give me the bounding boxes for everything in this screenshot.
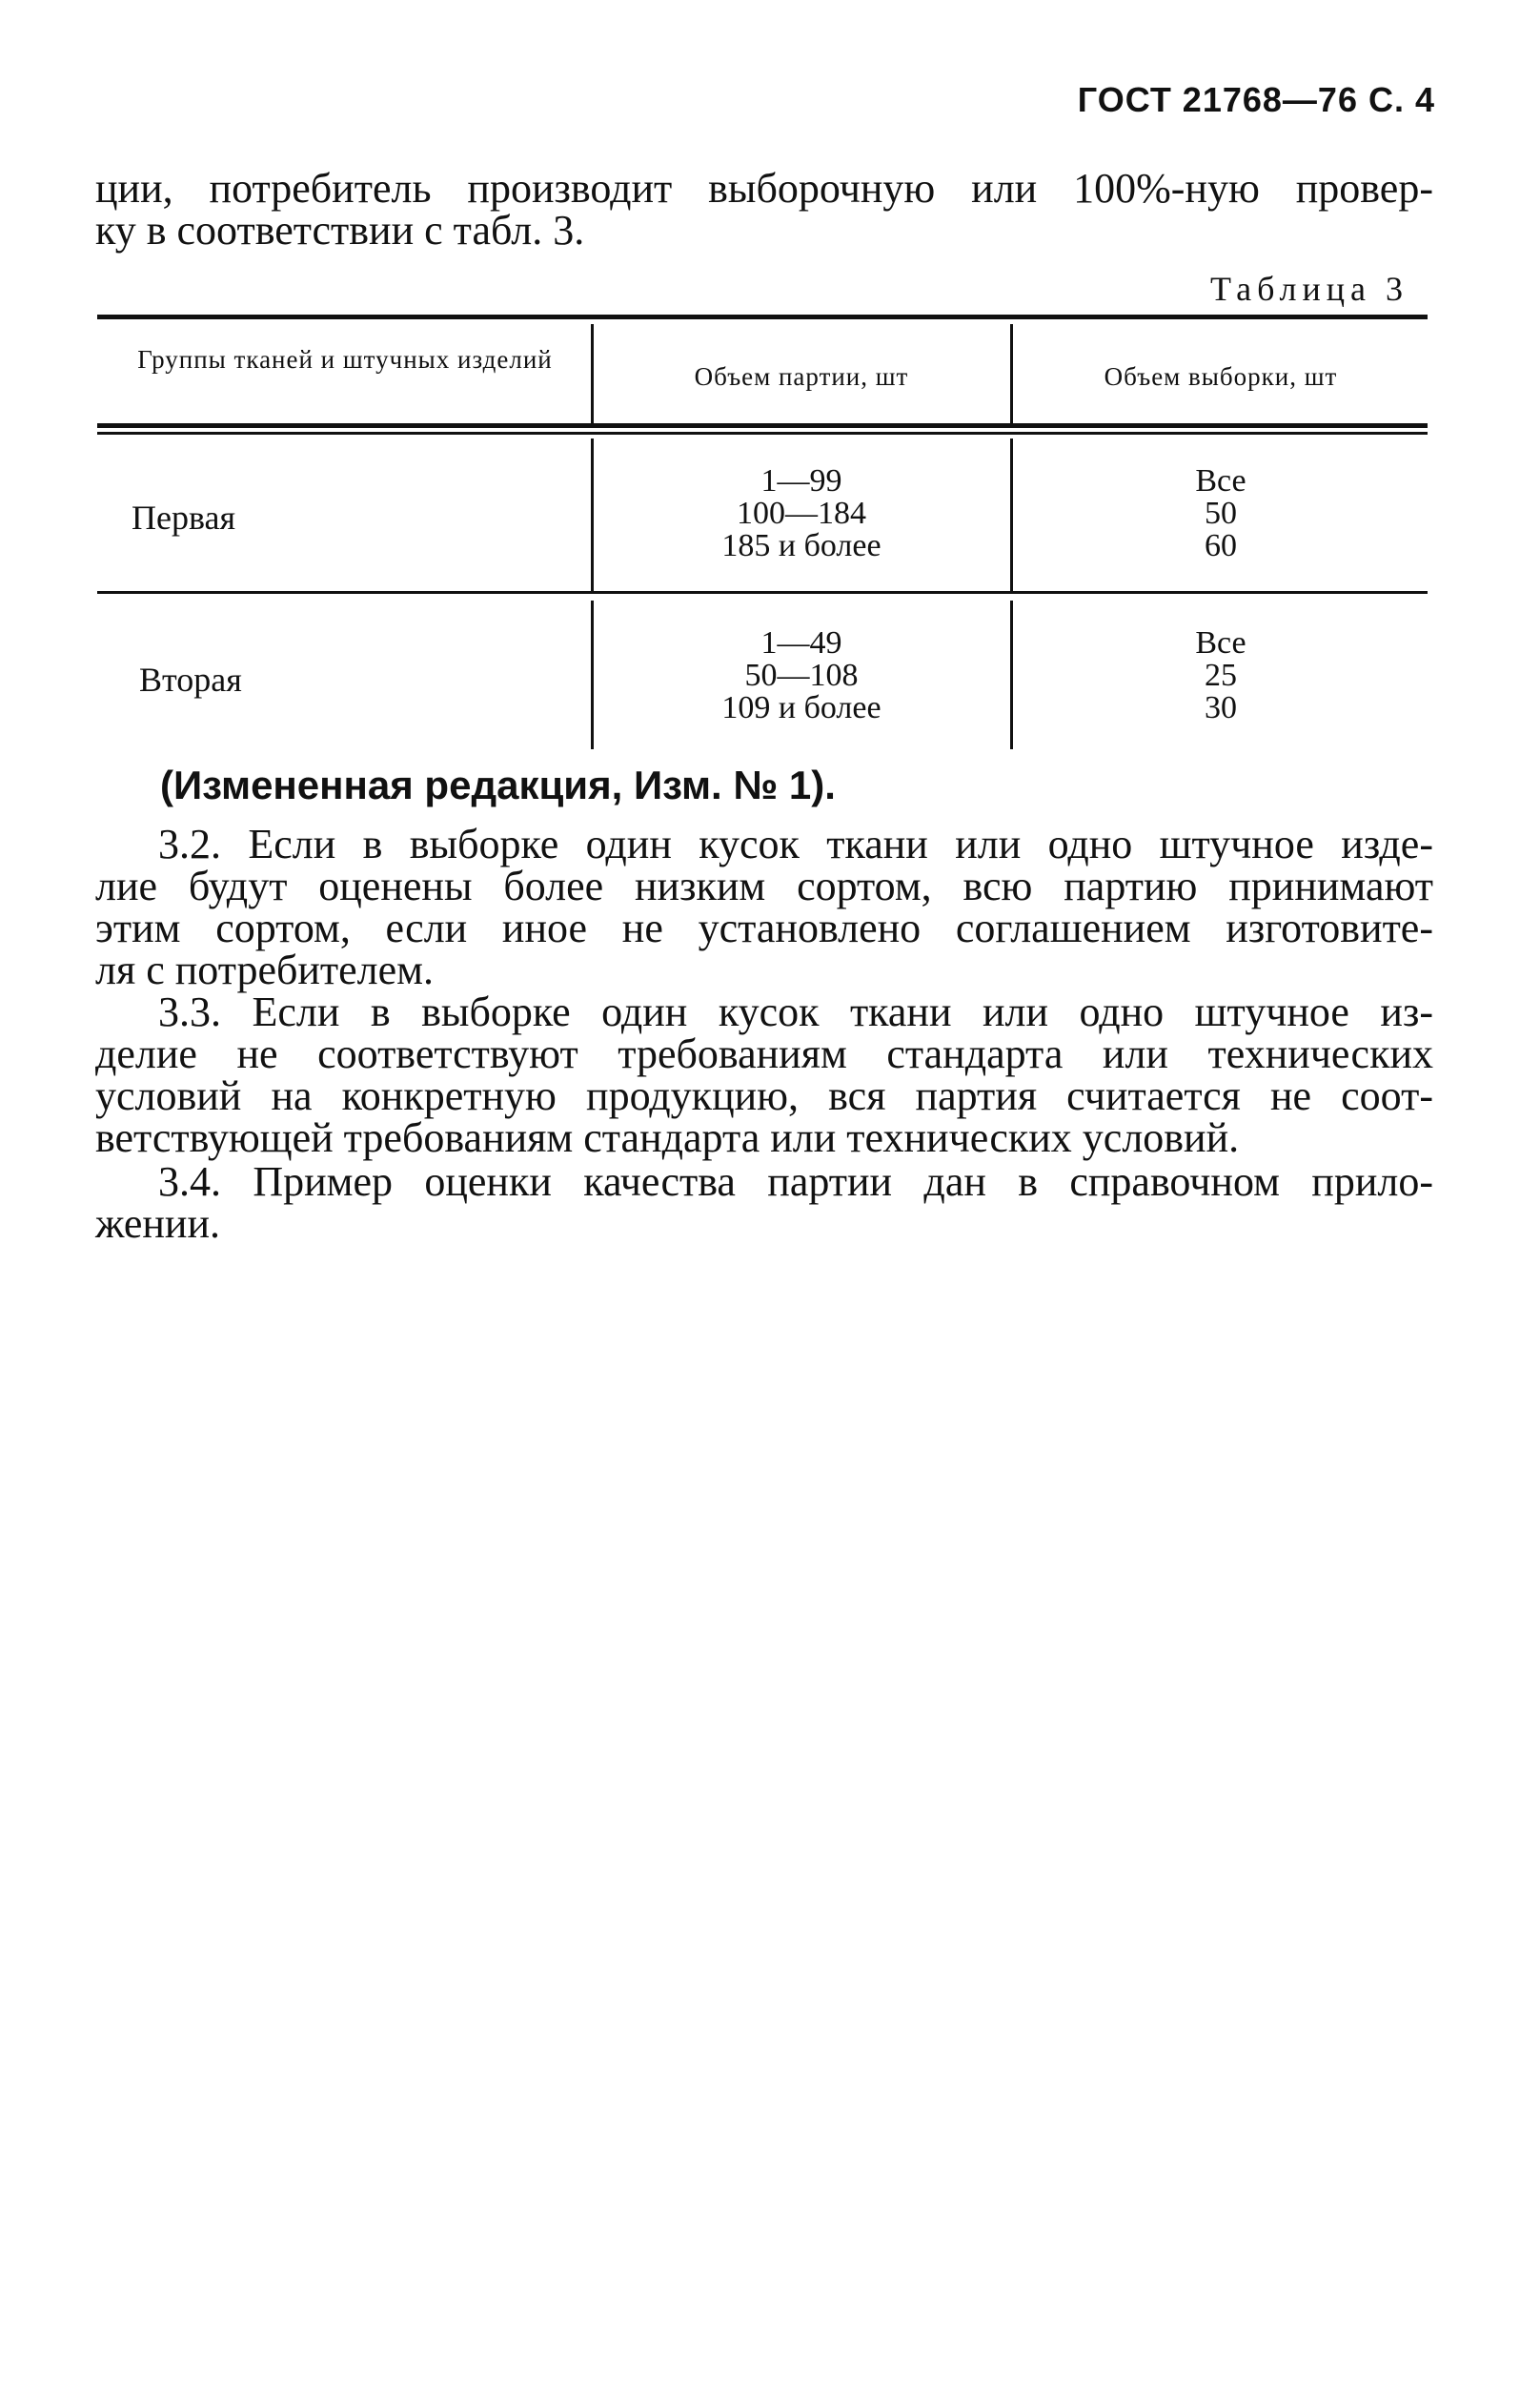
sample-cell-second bbox=[1014, 627, 1428, 724]
paragraph-line: 3.2. Если в выборке один кусок ткани или одно штучное изде- bbox=[158, 821, 1433, 867]
header-bottom-rule-1 bbox=[97, 423, 1428, 428]
batch-range: 50—108 bbox=[744, 658, 859, 693]
batch-cell-first bbox=[595, 465, 1008, 562]
page-header: ГОСТ 21768—76 С. 4 bbox=[1077, 80, 1435, 119]
paragraph-line: ветствующей требованиям стандарта или технических условий. bbox=[95, 1114, 1240, 1161]
header-divider-1 bbox=[591, 324, 594, 423]
paragraph-3-2 bbox=[95, 821, 1433, 993]
row2-divider-1 bbox=[591, 601, 594, 749]
sample-value: Все bbox=[1195, 625, 1246, 661]
batch-range: 1—99 bbox=[760, 463, 842, 499]
paragraph-line: жении. bbox=[95, 1200, 220, 1247]
column-header-sample: Объем выборки, шт bbox=[1104, 362, 1338, 391]
sample-value: 60 bbox=[1205, 528, 1237, 563]
sample-value: 30 bbox=[1205, 690, 1237, 725]
paragraph-3-3 bbox=[95, 991, 1433, 1159]
batch-range: 109 и более bbox=[721, 690, 881, 725]
table-caption: Таблица 3 bbox=[1210, 270, 1408, 308]
intro-paragraph bbox=[95, 165, 1433, 254]
group-second: Вторая bbox=[139, 661, 242, 699]
batch-cell-second bbox=[595, 627, 1008, 724]
row1-divider-2 bbox=[1010, 438, 1013, 591]
table-top-rule bbox=[97, 315, 1428, 319]
intro-line-2: ку в соответствии с табл. 3. bbox=[95, 207, 585, 254]
header-divider-2 bbox=[1010, 324, 1013, 423]
paragraph-line: условий на конкретную продукцию, вся партия считается не соот- bbox=[95, 1072, 1433, 1119]
batch-range: 100—184 bbox=[737, 496, 866, 531]
column-header-batch: Объем партии, шт bbox=[694, 362, 909, 391]
sample-value: Все bbox=[1195, 463, 1246, 499]
sample-value: 25 bbox=[1205, 658, 1237, 693]
group-first: Первая bbox=[132, 499, 236, 537]
paragraph-line: ля с потребителем. bbox=[95, 947, 435, 993]
paragraph-line: делие не соответствуют требованиям стандарта или технических bbox=[95, 1030, 1433, 1077]
sample-cell-first bbox=[1014, 465, 1428, 562]
row2-divider-2 bbox=[1010, 601, 1013, 749]
row1-divider-1 bbox=[591, 438, 594, 591]
column-header-group: Группы тканей и штучных изделий bbox=[137, 345, 553, 374]
paragraph-line: лие будут оценены более низким сортом, всю партию принимают bbox=[95, 863, 1433, 909]
header-bottom-rule-2 bbox=[97, 432, 1428, 435]
paragraph-line: 3.4. Пример оценки качества партии дан в справочном прило- bbox=[158, 1158, 1433, 1205]
batch-range: 1—49 bbox=[760, 625, 842, 661]
paragraph-line: 3.3. Если в выборке один кусок ткани или одно штучное из- bbox=[158, 989, 1433, 1035]
paragraph-3-4 bbox=[95, 1158, 1433, 1247]
intro-line-1: ции, потребитель производит выборочную или 100%-ную провер- bbox=[95, 165, 1433, 212]
paragraph-line: этим сортом, если иное не установлено соглашением изготовите- bbox=[95, 905, 1433, 951]
batch-range: 185 и более bbox=[721, 528, 881, 563]
sample-value: 50 bbox=[1205, 496, 1237, 531]
row-separator bbox=[97, 591, 1428, 594]
amendment-note: (Измененная редакция, Изм. № 1). bbox=[160, 763, 836, 807]
